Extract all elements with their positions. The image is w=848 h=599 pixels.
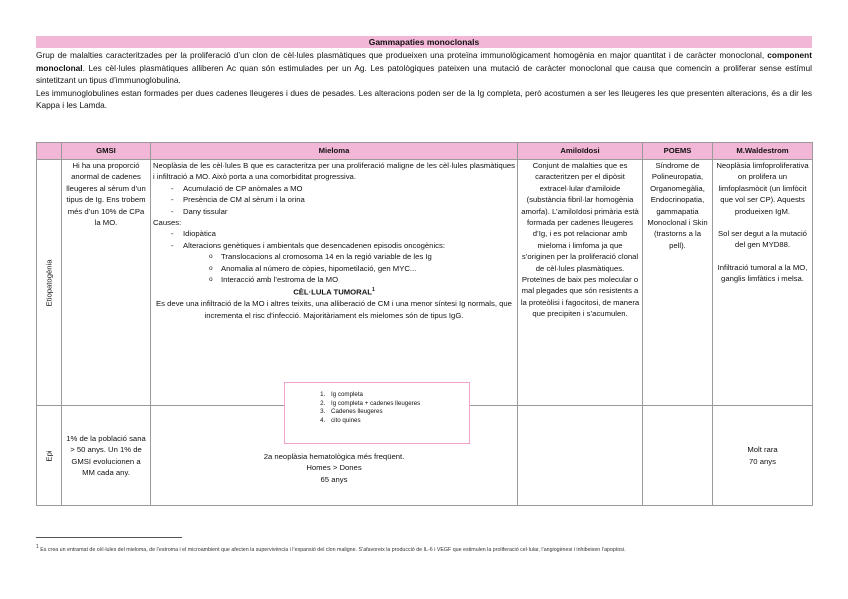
header-waldestrom: M.Waldestrom — [713, 143, 813, 160]
cell-gmsi-epi: 1% de la població sana > 50 anys. Un 1% de GMSI evolucionen a MM cada any. — [62, 406, 151, 506]
cell-mieloma-etio — [151, 160, 518, 406]
row-label-epi: Epi — [37, 406, 62, 506]
waldestrom-text-1: Neoplàsia limfoproliferativa on prolifera un limfoplasmòcit (un limfòcit que vol ser CP). Aquests produeixen IgM. — [716, 161, 809, 216]
mieloma-intro: Neoplàsia de les cèl·lules B que es caracteritza per una proliferació maligne de les cèl·lules plasmàtiques i infiltració a MO. Això porta a una comorbiditat progressiva. — [153, 161, 515, 182]
list-item: - Presència de CM al sèrum i la orina — [171, 194, 515, 205]
subcauses-list — [183, 251, 515, 285]
table-row-etiopatogenia — [37, 160, 813, 406]
footnote-divider — [36, 537, 182, 538]
footnote-ref[interactable]: 1 — [371, 287, 375, 294]
header-poems: POEMS — [643, 143, 713, 160]
list-item: 1. Ig completa — [327, 391, 469, 400]
waldestrom-text-2: Sol ser degut a la mutació del gen MYD88. — [718, 229, 807, 250]
list-item: - Alteracions genètiques i ambientals que desencadenen episodis oncogènics: o Translocacions al cromosoma 14 en la regió variable de les Ig o Anomalia al número de còpies, hipometilació, gen MYC... o Interacció amb l’estroma de la MO — [171, 240, 515, 286]
gammapathies-table — [36, 142, 813, 506]
cell-waldestrom-epi: Molt rara 70 anys — [713, 406, 813, 506]
intro-paragraph-1: Grup de malalties caracteritzades per la proliferació d’un clon de cèl·lules plasmàtiques que produeixen una proteïna immunològicament homogènia en major quantitat i de caràcter monoclonal, component monoclonal. Les cèl·lules plasmàtiques alliberen Ac quan són estimulades per un Ag. Les patològiques pateixen una mutació de caràcter monoclonal que causa que comencin a proliferar sense estímul sintetitzant un tipus d’immunoglobulina. — [36, 50, 812, 86]
cell-mieloma-epi: 2a neoplàsia hematològica més freqüent. Homes > Dones 65 anys — [151, 406, 518, 506]
list-item: o Translocacions al cromosoma 14 en la regió variable de les Ig — [209, 251, 515, 262]
page — [36, 36, 812, 484]
intro-text — [36, 49, 812, 112]
list-item: 3. Cadenes lleugeres — [327, 408, 469, 417]
table-header-row — [37, 143, 813, 160]
footnote-mark: 1 — [36, 544, 39, 550]
waldestrom-text-3: Infiltració tumoral a la MO, ganglis limfàtics i melsa. — [717, 262, 808, 284]
component-monoclonal-term: component monoclonal — [36, 50, 812, 73]
page-title: Gammapaties monoclonals — [36, 36, 812, 48]
ig-types-box — [284, 382, 470, 444]
cell-waldestrom-etio — [713, 160, 813, 406]
list-item: - Idiopàtica — [171, 228, 515, 239]
tumor-cell-heading: CÈL·LULA TUMORAL$^1$ — [293, 287, 375, 298]
header-mieloma: Mieloma — [151, 143, 518, 160]
cell-amiloidosi-epi — [518, 406, 643, 506]
list-item: 4. cito quines — [327, 417, 469, 426]
intro-paragraph-2: Les immunoglobulines estan formades per dues cadenes lleugeres i dues de pesades. Les alteracions poden ser de la Ig completa, però acostumen a ser les lleugeres les que presenten alteracions, és a dir les Kappa i les Lamda. — [36, 87, 812, 111]
causes-label: Causes: — [153, 218, 182, 228]
header-corner — [37, 143, 62, 160]
mieloma-closing: Es deve una infiltració de la MO i altres teixits, una alliberació de CM i una menor síntesi Ig normals, que incrementa el risc d’infecció. Majoritàriament els mielomes són de tipus IgG. — [156, 299, 512, 320]
list-item: - Dany tissular — [171, 206, 515, 217]
row-label-etiopatogenia: Etiopatogènia — [37, 160, 62, 406]
header-amiloidosi: Amiloïdosi — [518, 143, 643, 160]
cell-poems-epi — [643, 406, 713, 506]
cell-amiloidosi-etio: Conjunt de malalties que es caracteritzen per el dipòsit extracel·lular d’amiloide (substància fibril·lar homogènia amorfa). L’amiloïdosi primària està formada per cadenes lleugeres d’Ig, i es pot relacionar amb mieloma i limfoma ja que s’originen per la proliferació clonal de cèl·lules plasmàtiques. Proteïnes de baix pes molecular o mal plegades que són resistents a la proteòlisi i fagocitosi, de manera que precipiten i s’acumulen. — [518, 160, 643, 406]
header-gmsi: GMSI — [62, 143, 151, 160]
footnote — [36, 543, 812, 554]
list-item: 2. Ig completa + cadenes lleugeres — [327, 400, 469, 409]
ig-types-list — [285, 391, 469, 425]
cell-poems-etio: Síndrome de Polineuropatia, Organomegàlia, Endocrinopatia, gammapatia Monoclonal i Skin (trastorns a la pell). — [643, 160, 713, 406]
mieloma-features-list — [153, 183, 515, 217]
footnote-text: Es crea un entramat de cèl·lules del mieloma, de l’estroma i el microambient que afecten la supervivència i l’expansió del clon maligne. S’afavoreix la producció de IL-6 i VEGF que estimulen la proliferació cel·lular, l’angiogènesi i inhibeixen l’apoptosi. — [38, 546, 626, 553]
causes-list — [153, 228, 515, 285]
list-item: o Anomalia al número de còpies, hipometilació, gen MYC... — [209, 263, 515, 274]
cell-gmsi-etio: Hi ha una proporció anormal de cadenes lleugeres al sèrum d’un tipus de Ig. Ens trobem més d’un 10% de CPa la MO. — [62, 160, 151, 406]
list-item: o Interacció amb l’estroma de la MO — [209, 274, 515, 285]
list-item: - Acumulació de CP anòmales a MO — [171, 183, 515, 194]
